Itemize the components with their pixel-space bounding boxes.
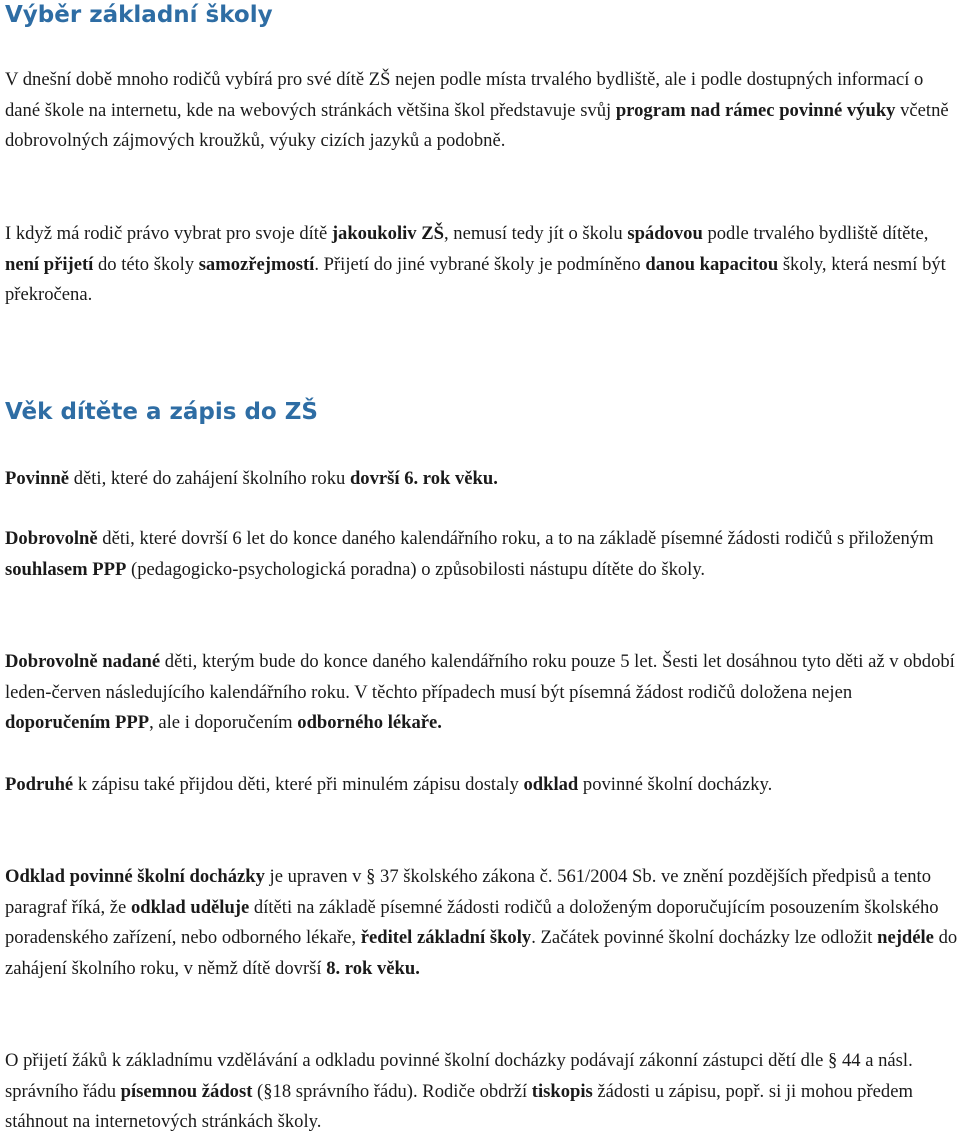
text: O přijetí žáků k základnímu vzdělávání a odkladu povinné školní docházky podávají zákonní zástupci dětí dle § 44 a násl. správního řádu [5,1050,913,1102]
paragraph-admission [5,1046,960,1138]
bold-text: tiskopis [531,1080,593,1102]
paragraph-deferral [5,862,960,984]
text: povinné školní docházky. [578,774,773,795]
text: žádosti u zápisu, popř. si ji mohou předem stáhnout na internetových stránkách školy. [5,1080,913,1132]
page-title: Výběr základní školy [5,2,273,28]
bold-text: danou kapacitou [645,253,779,275]
text: školy, která nesmí být překročena. [5,253,946,305]
bold-text: 8. rok věku. [326,957,420,979]
paragraph-school-choice [5,65,960,157]
text: do zahájení školního roku, v němž dítě dovrší [5,927,958,979]
text: včetně dobrovolných zájmových kroužků, výuky cizích jazyků a podobně. [5,99,949,151]
paragraph-second-time [5,770,960,801]
bold-text: písemnou žádost [120,1080,253,1102]
bold-text: Povinně [5,468,70,489]
bold-text: Dobrovolně nadané [5,651,161,672]
text: V dnešní době mnoho rodičů vybírá pro své dítě ZŠ nejen podle místa trvalého bydliště, ale i podle dostupných informací o dané škole na internetu, kde na webových stránkách většina škol představuje svůj [5,69,924,121]
bold-text: Podruhé [5,774,74,795]
paragraph-mandatory [5,464,960,495]
bold-text: Dobrovolně [5,528,98,549]
text: , nemusí tedy jít o školu [443,223,628,244]
paragraph-voluntary [5,524,960,585]
text: podle trvalého bydliště dítěte, [702,223,929,244]
bold-text: samozřejmostí [198,253,315,275]
bold-text: Odklad povinné školní docházky [5,866,265,887]
bold-text: jakoukoliv ZŠ [331,223,444,244]
bold-text: doporučením PPP [5,712,150,733]
text: děti, kterým bude do konce daného kalendářního roku pouze 5 let. Šesti let dosáhnou tyto děti až v období leden-červen následujícího kalendářního roku. V těchto případech musí být písemná žádost rodičů doložena nejen [5,651,955,703]
text: . Přijetí do jiné vybrané školy je podmíněno [314,253,646,275]
bold-text: odklad uděluje [130,896,250,918]
bold-text: spádovou [627,223,703,244]
bold-text: není přijetí [5,253,94,275]
bold-text: odborného lékaře. [297,712,442,733]
text: dítěti na základě písemné žádosti rodičů a doloženým doporučujícím posouzením školského poradenského zařízení, nebo odborného lékaře, [5,896,939,948]
bold-text: ředitel základní školy [360,927,532,948]
bold-text: souhlasem PPP [5,558,127,580]
text: děti, které do zahájení školního roku [69,468,350,489]
text: . Začátek povinné školní docházky lze odložit [531,927,878,948]
paragraph-school-right [5,219,960,311]
bold-text: odklad [523,774,579,795]
text: k zápisu také přijdou děti, které při minulém zápisu dostaly [73,774,524,795]
text: , ale i doporučením [149,712,298,733]
bold-text: nejdéle [877,927,934,948]
text: do této školy [93,253,199,275]
bold-text: program nad rámec povinné výuky [615,99,896,121]
paragraph-gifted [5,647,960,739]
bold-text: dovrší 6. rok věku. [349,468,498,489]
text: (§18 správního řádu). Rodiče obdrží [252,1080,532,1102]
text: I když má rodič právo vybrat pro svoje dítě [5,223,332,244]
text: (pedagogicko-psychologická poradna) o způsobilosti nástupu dítěte do školy. [126,558,706,580]
text: děti, které dovrší 6 let do konce daného kalendářního roku, a to na základě písemné žádosti rodičů s přiloženým [97,528,934,549]
section-heading: Věk dítěte a zápis do ZŠ [5,399,318,425]
text: je upraven v § 37 školského zákona č. 561/2004 Sb. ve znění pozdějších předpisů a tento paragraf říká, že [5,866,932,918]
